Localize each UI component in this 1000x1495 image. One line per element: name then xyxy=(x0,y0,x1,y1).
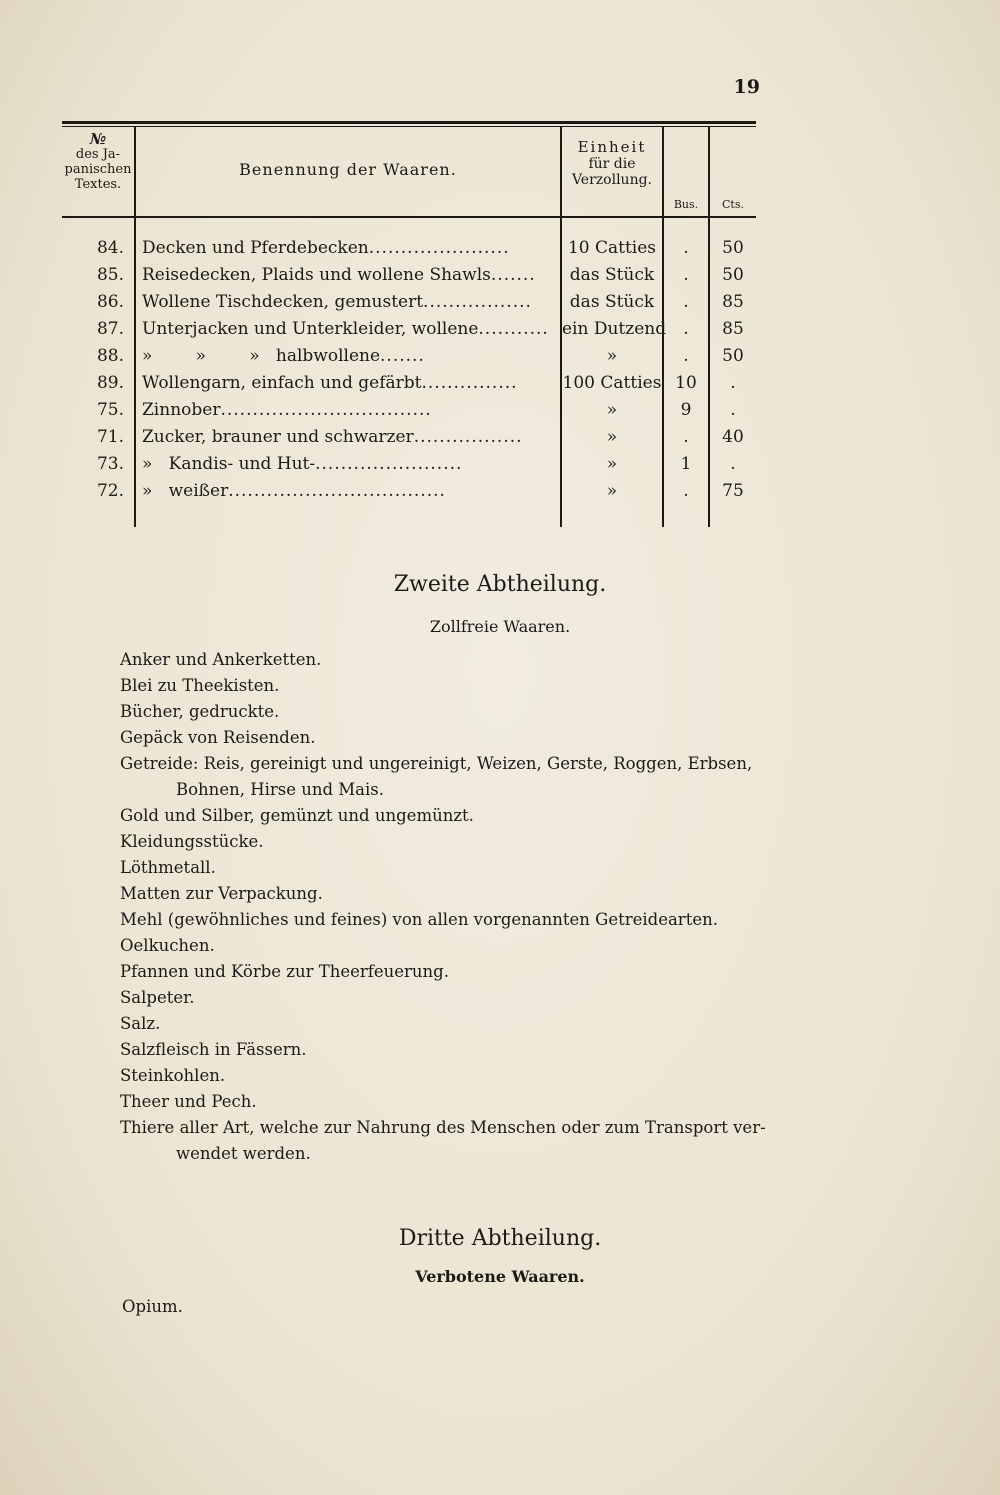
table-header-rule xyxy=(62,216,756,218)
tariff-table xyxy=(62,121,756,526)
row-cts: 40 xyxy=(722,427,744,447)
row-name-text: Zucker, brauner und schwarzer xyxy=(142,427,414,447)
row-bus: . xyxy=(683,292,689,312)
duty-free-list xyxy=(120,647,770,1167)
row-bus: . xyxy=(683,427,689,447)
row-number: 84. xyxy=(96,238,124,258)
row-name xyxy=(142,265,560,285)
row-name xyxy=(142,481,560,501)
row-name xyxy=(142,454,560,474)
list-item: Anker und Ankerketten. xyxy=(120,650,322,669)
row-cts: . xyxy=(730,454,736,474)
row-number: 73. xyxy=(96,454,124,474)
row-number: 71. xyxy=(96,427,124,447)
section-2-title: Zweite Abtheilung. xyxy=(393,572,607,597)
row-unit: 100 Catties xyxy=(562,373,662,393)
row-name-text: Unterjacken und Unterkleider, wollene xyxy=(142,319,479,339)
row-name xyxy=(142,400,560,420)
list-item-continuation: Bohnen, Hirse und Mais. xyxy=(176,780,385,799)
list-item: Mehl (gewöhnliches und feines) von allen vorgenannten Getreidearten. xyxy=(120,910,718,929)
row-leader-dots: ................. xyxy=(413,427,523,447)
row-name-text: Zinnober xyxy=(142,400,221,420)
row-number: 72. xyxy=(96,481,124,501)
row-name-text: » weißer xyxy=(142,481,229,501)
list-item: Matten zur Verpackung. xyxy=(120,884,323,903)
row-name xyxy=(142,238,560,258)
list-item: Getreide: Reis, gereinigt und ungereinigt, Weizen, Gerste, Roggen, Erbsen, xyxy=(120,754,753,773)
row-unit: das Stück xyxy=(569,292,655,312)
row-bus: . xyxy=(683,319,689,339)
row-name-text: Reisedecken, Plaids und wollene Shawls xyxy=(142,265,491,285)
list-item: Löthmetall. xyxy=(120,858,216,877)
list-item: Oelkuchen. xyxy=(120,936,215,955)
list-item-continuation: wendet werden. xyxy=(176,1144,311,1163)
row-name xyxy=(142,346,560,366)
header-bus: Bus. xyxy=(673,198,699,211)
row-leader-dots: ...................... xyxy=(368,238,510,258)
row-cts: 75 xyxy=(722,481,744,501)
row-unit: das Stück xyxy=(569,265,655,285)
header-unit-line2: für die xyxy=(588,156,636,173)
section-2-subtitle: Zollfreie Waaren. xyxy=(429,617,571,636)
table-top-rule-thin xyxy=(62,126,756,127)
row-unit: » xyxy=(606,400,618,420)
row-cts: . xyxy=(730,373,736,393)
header-cts: Cts. xyxy=(722,198,744,211)
row-leader-dots: ....... xyxy=(380,346,425,366)
header-number xyxy=(62,131,134,193)
table-top-rule xyxy=(62,121,756,124)
table-row xyxy=(62,265,756,291)
row-number: 89. xyxy=(96,373,124,393)
row-leader-dots: ................................. xyxy=(220,400,432,420)
row-unit: 10 Catties xyxy=(567,238,657,258)
row-cts: 50 xyxy=(722,346,744,366)
row-unit: » xyxy=(606,481,618,501)
table-row xyxy=(62,481,756,507)
row-name-text: Wollengarn, einfach und gefärbt xyxy=(142,373,422,393)
table-row xyxy=(62,454,756,480)
row-unit: » xyxy=(606,454,618,474)
row-name xyxy=(142,292,560,312)
row-leader-dots: .................................. xyxy=(228,481,446,501)
header-name: Benennung der Waaren. xyxy=(239,160,457,179)
row-leader-dots: ....... xyxy=(490,265,536,285)
prohibited-item: Opium. xyxy=(122,1297,183,1316)
table-row xyxy=(62,427,756,453)
list-item: Salz. xyxy=(120,1014,161,1033)
list-item: Thiere aller Art, welche zur Nahrung des Menschen oder zum Transport ver- xyxy=(120,1118,766,1137)
row-name-text: » » » halbwollene xyxy=(142,346,381,366)
row-cts: 85 xyxy=(722,292,744,312)
page-number: 19 xyxy=(733,76,760,98)
number-symbol: № xyxy=(89,130,107,148)
row-bus: . xyxy=(683,346,689,366)
row-bus: 1 xyxy=(680,454,692,474)
table-row xyxy=(62,292,756,318)
header-number-line1: des Ja- xyxy=(75,147,121,163)
list-item: Pfannen und Körbe zur Theerfeuerung. xyxy=(120,962,449,981)
header-unit-line3: Verzollung. xyxy=(571,172,652,189)
row-number: 88. xyxy=(96,346,124,366)
list-item: Kleidungsstücke. xyxy=(120,832,264,851)
row-bus: 10 xyxy=(675,373,697,393)
row-name-text: » Kandis- und Hut- xyxy=(142,454,316,474)
table-row xyxy=(62,400,756,426)
row-name-text: Decken und Pferdebecken xyxy=(142,238,369,258)
row-name-text: Wollene Tischdecken, gemustert xyxy=(142,292,424,312)
list-item: Gold und Silber, gemünzt und ungemünzt. xyxy=(120,806,474,825)
list-item: Gepäck von Reisenden. xyxy=(120,728,316,747)
list-item: Salzfleisch in Fässern. xyxy=(120,1040,307,1059)
row-bus: 9 xyxy=(680,400,692,420)
row-name xyxy=(142,427,560,447)
row-cts: . xyxy=(730,400,736,420)
row-number: 86. xyxy=(96,292,124,312)
section-3-title: Dritte Abtheilung. xyxy=(398,1226,602,1251)
row-name xyxy=(142,373,560,393)
table-row xyxy=(62,346,756,372)
row-number: 85. xyxy=(96,265,124,285)
row-leader-dots: ....................... xyxy=(315,454,463,474)
header-number-line3: Textes. xyxy=(74,177,122,193)
row-unit: » xyxy=(606,346,618,366)
row-unit: ein Dutzend xyxy=(562,319,667,339)
row-cts: 50 xyxy=(722,238,744,258)
header-unit-line1: Einheit xyxy=(577,138,647,156)
row-leader-dots: ............... xyxy=(421,373,518,393)
row-unit: » xyxy=(606,427,618,447)
row-cts: 50 xyxy=(722,265,744,285)
header-number-line2: panischen xyxy=(64,162,132,178)
row-leader-dots: ........... xyxy=(478,319,549,339)
row-bus: . xyxy=(683,265,689,285)
table-row xyxy=(62,319,756,345)
header-unit xyxy=(562,139,662,188)
row-number: 87. xyxy=(96,319,124,339)
row-leader-dots: ................. xyxy=(423,292,532,312)
list-item: Salpeter. xyxy=(120,988,195,1007)
row-cts: 85 xyxy=(722,319,744,339)
row-bus: . xyxy=(683,238,689,258)
list-item: Bücher, gedruckte. xyxy=(120,702,280,721)
row-bus: . xyxy=(683,481,689,501)
row-name xyxy=(142,319,560,339)
section-3-subtitle: Verbotene Waaren. xyxy=(415,1267,585,1286)
table-row xyxy=(62,238,756,264)
list-item: Steinkohlen. xyxy=(120,1066,226,1085)
row-number: 75. xyxy=(96,400,124,420)
list-item: Blei zu Theekisten. xyxy=(120,676,280,695)
list-item: Theer und Pech. xyxy=(120,1092,257,1111)
table-row xyxy=(62,373,756,399)
